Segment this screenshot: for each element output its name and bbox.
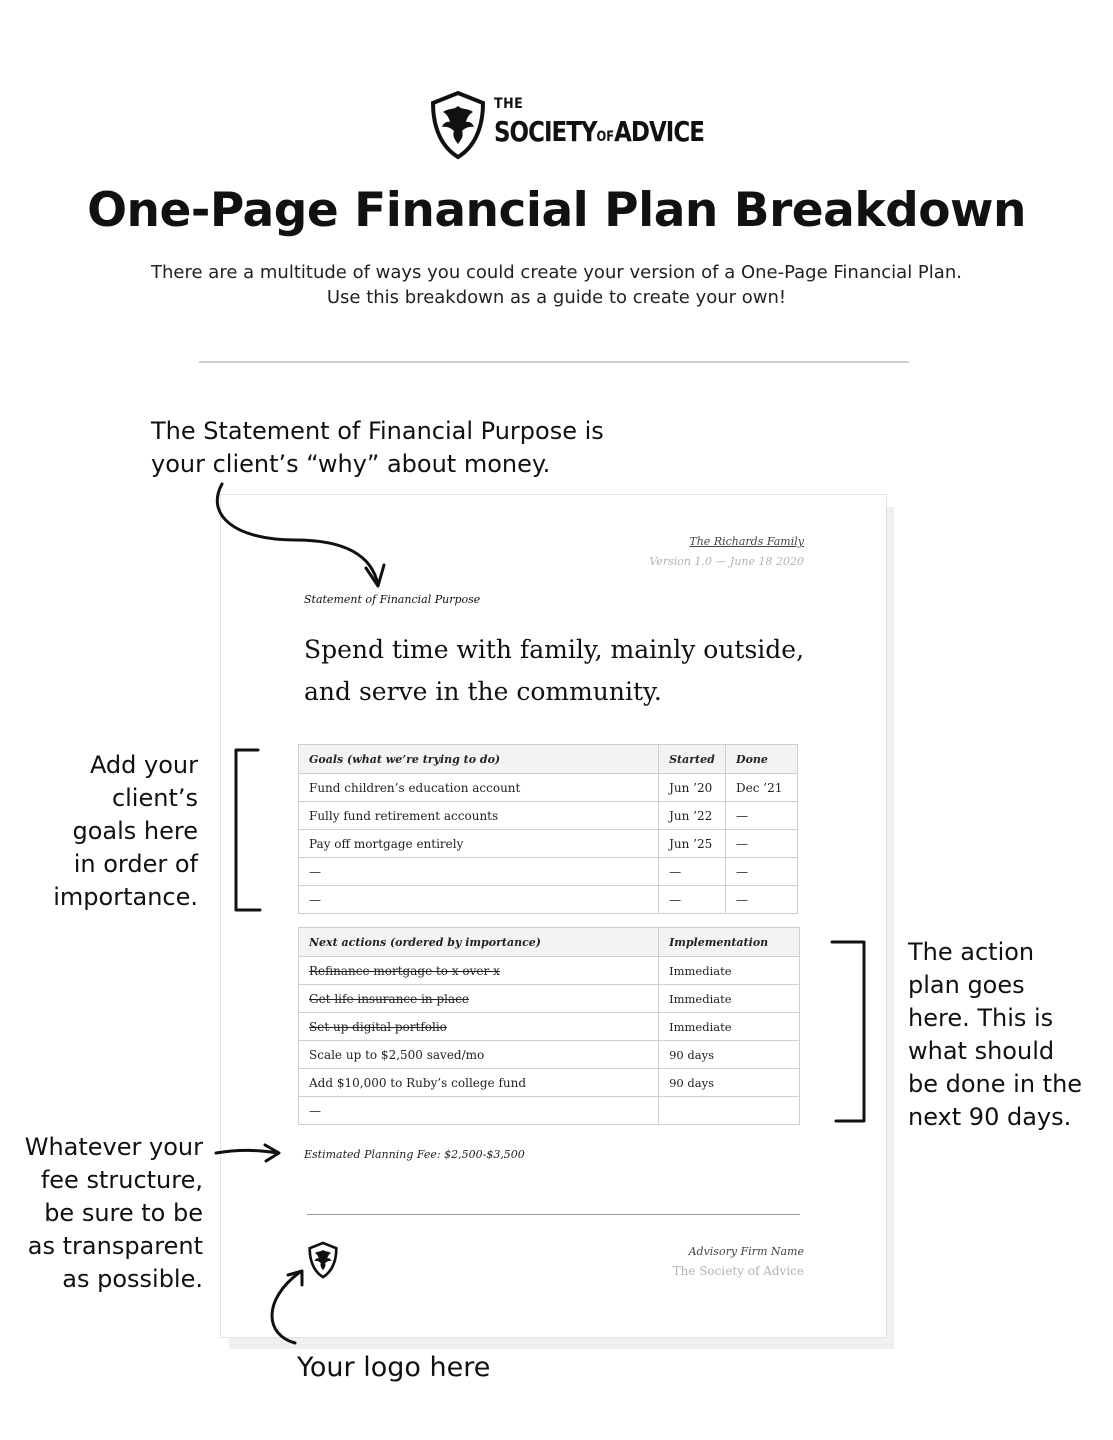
table-cell: — [726,802,798,830]
table-cell: — [299,858,659,886]
table-cell: Immediate [659,985,800,1013]
table-row [299,1041,800,1069]
table-header-row [299,928,800,957]
completed-action-cell: Set up digital portfolio [299,1013,659,1041]
completed-action-cell: Refinance mortgage to x over x [299,957,659,985]
table-cell: Jun ’22 [659,802,726,830]
brand-of: OF [596,129,615,145]
fee-annotation [10,1131,203,1296]
column-header: Done [726,745,798,774]
goals-table [298,744,798,914]
table-row [299,774,798,802]
annotation-line: Add your [89,751,198,779]
table-cell: Scale up to $2,500 saved/mo [299,1041,659,1069]
table-cell: Jun ’20 [659,774,726,802]
brand-the: THE [494,96,524,112]
column-header: Started [659,745,726,774]
table-row [299,830,798,858]
annotation-line: fee structure, [40,1166,203,1194]
annotation-line: client’s [111,784,198,812]
annotation-line: as transparent [27,1232,203,1260]
annotation-line: as possible. [62,1265,203,1293]
goals-annotation [20,749,198,914]
table-cell: — [299,886,659,914]
annotation-line: your client’s “why” about money. [151,450,551,478]
table-cell: Immediate [659,1013,800,1041]
intro-text [0,260,1113,310]
table-cell: Fund children’s education account [299,774,659,802]
table-cell: — [659,886,726,914]
brand-logo [428,90,704,160]
column-header: Next actions (ordered by importance) [299,928,659,957]
annotation-line: The action [908,938,1035,966]
firm-label: Advisory Firm Name [688,1245,804,1258]
annotation-line: goals here [72,817,198,845]
annotation-line: in order of [73,850,198,878]
table-row [299,802,798,830]
family-name: The Richards Family [689,535,804,548]
action-plan-annotation [908,936,1082,1134]
intro-line-2: Use this breakdown as a guide to create your own! [326,287,787,308]
planning-fee: Estimated Planning Fee: $2,500-$3,500 [304,1148,525,1161]
table-cell: Dec ’21 [726,774,798,802]
annotation-line: importance. [53,883,198,911]
table-cell: Immediate [659,957,800,985]
table-header-row [299,745,798,774]
annotation-line: plan goes [908,971,1025,999]
annotation-line: The Statement of Financial Purpose is [151,417,604,445]
table-cell: — [659,858,726,886]
dragon-shield-icon [428,90,488,160]
table-row [299,1069,800,1097]
brand-wordmark [494,96,750,148]
annotation-line: next 90 days. [908,1103,1072,1131]
table-cell: — [726,858,798,886]
table-cell: — [726,830,798,858]
table-row [299,858,798,886]
firm-name: The Society of Advice [672,1264,804,1278]
footer-divider [307,1214,800,1215]
version-label: Version 1.0 — June 18 2020 [649,555,804,568]
intro-line-1: There are a multitude of ways you could create your version of a One-Page Financial Plan. [151,262,962,283]
next-actions-table [298,927,800,1125]
page-title: One-Page Financial Plan Breakdown [87,183,1026,238]
purpose-label: Statement of Financial Purpose [304,593,481,606]
table-cell: Pay off mortgage entirely [299,830,659,858]
table-cell: Fully fund retirement accounts [299,802,659,830]
table-cell: 90 days [659,1069,800,1097]
brand-advice: ADVICE [614,115,704,148]
purpose-line-1: Spend time with family, mainly outside, [304,635,805,664]
annotation-line: be sure to be [44,1199,203,1227]
one-page-plan-document [220,494,887,1338]
purpose-statement [304,629,864,713]
table-row [299,886,798,914]
annotation-line: be done in the [908,1070,1083,1098]
table-cell [659,1097,800,1125]
column-header: Goals (what we’re trying to do) [299,745,659,774]
purpose-line-2: and serve in the community. [304,677,662,706]
table-row [299,985,800,1013]
completed-action-cell: Get life insurance in place [299,985,659,1013]
table-cell: Add $10,000 to Ruby’s college fund [299,1069,659,1097]
purpose-annotation [151,415,604,481]
table-cell: 90 days [659,1041,800,1069]
table-row [299,1097,800,1125]
table-cell: — [726,886,798,914]
column-header: Implementation [659,928,800,957]
annotation-line: what should [908,1037,1055,1065]
table-row [299,1013,800,1041]
table-cell: Jun ’25 [659,830,726,858]
annotation-line: here. This is [908,1004,1054,1032]
header-divider [199,361,909,363]
logo-annotation: Your logo here [297,1352,491,1383]
brand-name [494,115,704,148]
brand-society: SOCIETY [494,115,597,148]
table-cell: — [299,1097,659,1125]
firm-logo-icon [307,1241,339,1279]
annotation-line: Whatever your [24,1133,203,1161]
table-row [299,957,800,985]
